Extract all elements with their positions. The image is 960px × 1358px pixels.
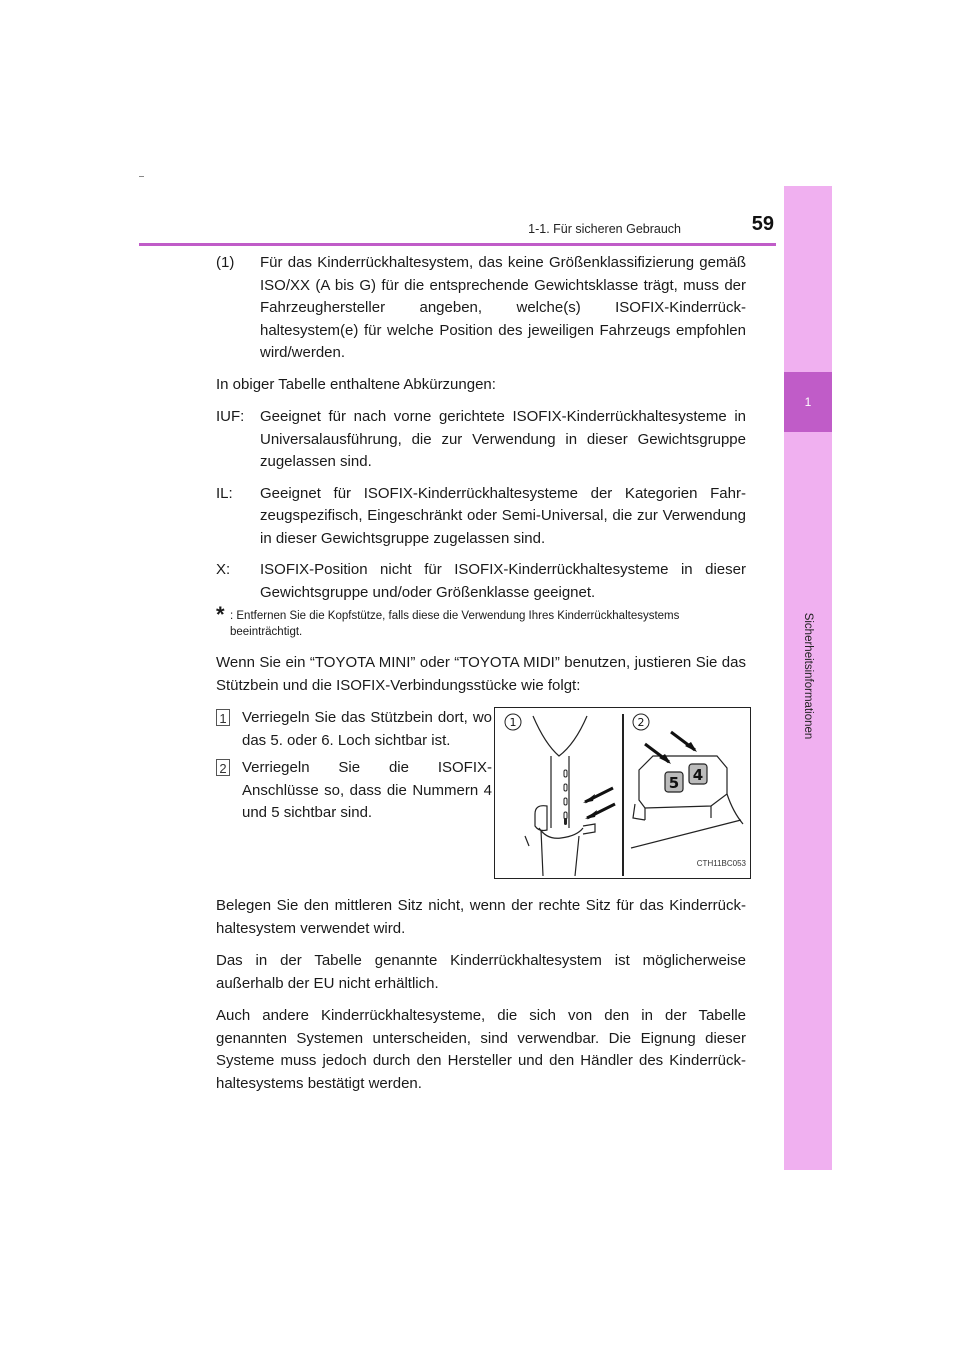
- step-2: [216, 757, 492, 825]
- illustration-label-2: 2: [637, 716, 645, 729]
- abbreviation-il: [216, 483, 746, 551]
- step-1: [216, 707, 492, 752]
- note-1-label: (1): [216, 254, 235, 271]
- chapter-tab-number: 1: [784, 372, 832, 432]
- step-number-badge: 1: [216, 709, 230, 726]
- footnote-marker: *: [216, 602, 225, 627]
- abbreviation-text: Geeignet für nach vorne gerichtete ISOFIX-Kinderrückhaltesysteme in Universalausführung, die zur Verwendung in dieser Gewichtsgruppe zugelassen sind.: [260, 408, 746, 470]
- paragraph-eu-availability: Das in der Tabelle genannte Kinderrückhaltesystem ist möglicherweise außerhalb der EU nicht erhältlich.: [216, 952, 746, 992]
- abbreviations-intro: In obiger Tabelle enthaltene Abkürzungen:: [216, 375, 496, 393]
- footnote-text: : Entfernen Sie die Kopfstütze, falls diese die Verwendung Ihres Kinderrückhaltesystems beeinträchtigt.: [230, 610, 680, 638]
- step-number-badge: 2: [216, 759, 230, 776]
- abbreviation-x: [216, 559, 746, 604]
- header-divider: [139, 243, 776, 246]
- chapter-tab-label: Sicherheitsinformationen: [802, 612, 814, 740]
- step-text: Verriegeln Sie die ISOFIX-Anschlüsse so, dass die Nummern 4 und 5 sichtbar sind.: [242, 759, 492, 821]
- paragraph-middle-seat: Belegen Sie den mittleren Sitz nicht, wenn der rechte Sitz für das Kinderrückhaltesystem verwendet wird.: [216, 897, 746, 937]
- footnote: [216, 602, 746, 640]
- note-1: [216, 252, 746, 365]
- illustration-code: CTH11BC053: [696, 858, 746, 868]
- abbreviation-iuf: [216, 406, 746, 474]
- illustration-digit-5: 5: [668, 774, 680, 792]
- abbreviation-label: IL:: [216, 484, 233, 502]
- abbreviation-label: X:: [216, 561, 231, 578]
- note-1-text: Für das Kinderrückhaltesystem, das keine Größenklassifizierung gemäß ISO/XX (A bis G) für die entsprechende Gewichtsklasse trägt, muss der Fahrzeughersteller angeben, welche(s) ISOFIX-Kinderrückhaltesystem(e) für welche Position des jeweiligen Fahrzeugs empfohlen wird/werden.: [260, 254, 746, 361]
- illustration-label-1: 1: [509, 716, 517, 729]
- mini-midi-intro: Wenn Sie ein “TOYOTA MINI” oder “TOYOTA MIDI” benutzen, justieren Sie das Stützbein und die ISOFIX-Verbindungsstücke wie folgt:: [216, 654, 746, 694]
- step-text: Verriegeln Sie das Stützbein dort, wo das 5. oder 6. Loch sichtbar ist.: [242, 709, 492, 749]
- corner-mark: [139, 176, 144, 177]
- abbreviation-text: ISOFIX-Position nicht für ISOFIX-Kinderrückhaltesysteme in dieser Gewichtsgruppe und/oder Größenklasse geeignet.: [260, 561, 746, 601]
- illustration-digit-4: 4: [692, 766, 704, 784]
- page-content: [216, 252, 746, 1105]
- isofix-illustration: [494, 707, 751, 879]
- header-section-title: 1-1. Für sicheren Gebrauch: [528, 222, 681, 236]
- abbreviation-text: Geeignet für ISOFIX-Kinderrückhaltesysteme der Kategorien Fahrzeugspezifisch, Eingeschränkt oder Semi-Universal, die zur Verwendung in dieser Gewichtsgruppe zugelassen sind.: [260, 484, 746, 547]
- adjustment-steps: [216, 707, 746, 883]
- page-number: 59: [751, 213, 774, 235]
- paragraph-other-systems: Auch andere Kinderrückhaltesysteme, die sich von den in der Tabelle genannten Systemen unterscheiden, sind verwendbar. Die Eignung dieser Systeme muss jedoch durch den Hersteller und den Händler des Kinderrückhaltesystems bestätigt werden.: [216, 1007, 746, 1092]
- abbreviation-label: IUF:: [216, 408, 245, 425]
